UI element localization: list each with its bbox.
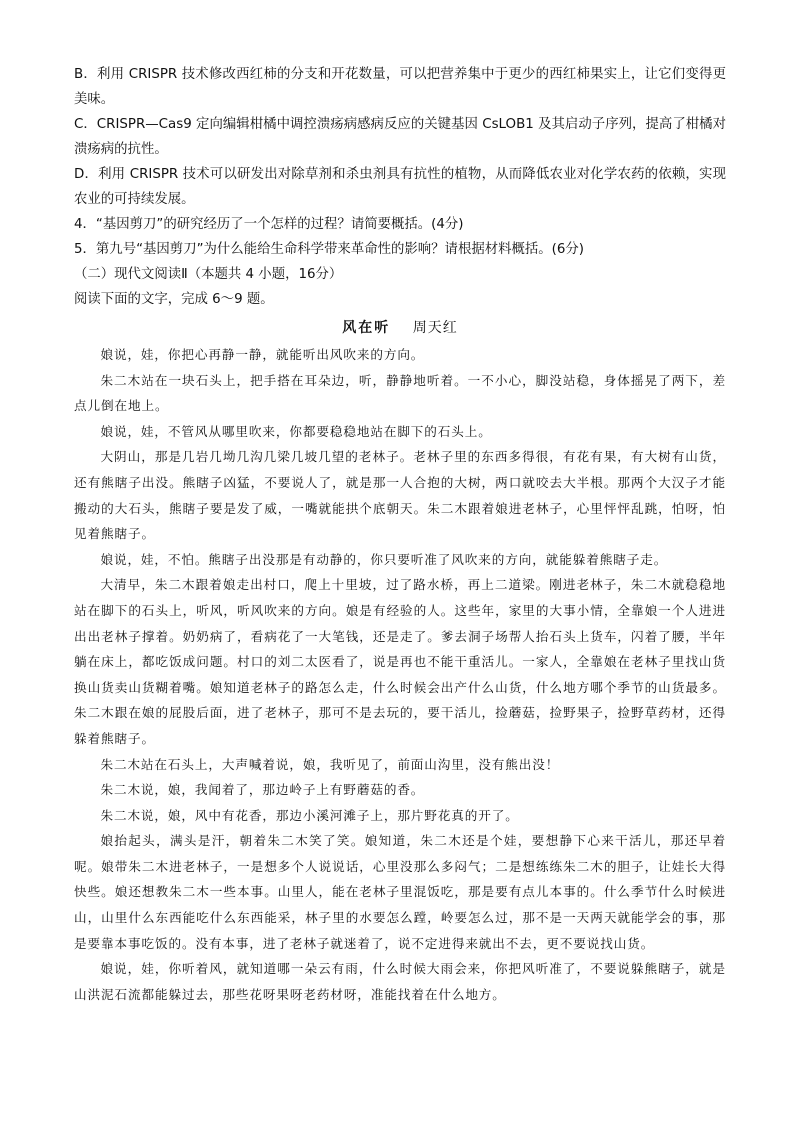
- article-paragraph: 大阴山，那是几岩几坳几沟几梁几坡几望的老林子。老林子里的东西多得很，有花有果，有大树有山货，还有熊瞎子出没。熊瞎子凶猛，不要说人了，就是那一人合抱的大树，两口就咬去大半根。那两个大汉子才能搬动的大石头，熊瞎子要是发了威，一嘴就能拱个底朝天。朱二木跟着娘进老林子，心里怦怦乱跳，怕呀，怕见着熊瞎子。: [74, 449, 726, 542]
- article-paragraph: 朱二木说，娘，风中有花香，那边小溪河滩子上，那片野花真的开了。: [100, 807, 519, 823]
- document-page: [74, 62, 726, 1007]
- article-paragraph: 朱二木站在石头上，大声喊着说，娘，我听见了，前面山沟里，没有熊出没！: [100, 756, 560, 772]
- article-paragraph: 朱二木说，娘，我闻着了，那边岭子上有野蘑菇的香。: [100, 782, 425, 798]
- article-paragraph: 娘抬起头，满头是汗，朝着朱二木笑了笑。娘知道，朱二木还是个娃，要想静下心来干活儿，那还早着呢。娘带朱二木进老林子，一是想多个人说说话，心里没那么多闷气；二是想练练朱二木的胆子，让娃长大得快些。娘还想教朱二木一些本事。山里人，能在老林子里混饭吃，那是要有点儿本事的。什么季节什么时候进山，山里什么东西能吃什么东西能采，林子里的水要怎么蹚，岭要怎么过，那不是一天两天就能学会的事，那是要靠本事吃饭的。没有本事，进了老林子就迷着了，说不定进得来就出不去，更不要说找山货。: [74, 833, 726, 951]
- question-5: 5．第九号“基因剪刀”为什么能给生命科学带来革命性的影响？请根据材料概括。(6分): [74, 242, 585, 257]
- question-option-b: B．利用 CRISPR 技术修改西红柿的分支和开花数量，可以把营养集中于更少的西红柿果实上，让它们变得更美味。: [74, 67, 726, 107]
- question-4: 4．“基因剪刀”的研究经历了一个怎样的过程？请简要概括。(4分): [74, 217, 464, 232]
- article-header: [74, 314, 726, 342]
- question-option-c: C．CRISPR—Cas9 定向编辑柑橘中调控溃疡病感病反应的关键基因 CsLOB1 及其启动子序列，提高了柑橘对溃疡病的抗性。: [74, 117, 726, 157]
- article-paragraph: 娘说，娃，你听着风，就知道哪一朵云有雨，什么时候大雨会来，你把风听准了，不要说躲熊瞎子，就是山洪泥石流都能躲过去，那些花呀果呀老药材呀，准能找着在什么地方。: [74, 961, 726, 1002]
- article-paragraph: 娘说，娃，不管风从哪里吹来，你都要稳稳地站在脚下的石头上。: [100, 423, 492, 439]
- article-paragraph: 朱二木站在一块石头上，把手搭在耳朵边，听，静静地听着。一不小心，脚没站稳，身体摇晃了两下，差点儿倒在地上。: [74, 372, 726, 414]
- article-paragraph: 大清早，朱二木跟着娘走出村口，爬上十里坡，过了路水桥，再上二道梁。刚进老林子，朱二木就稳稳地站在脚下的石头上，听风，听风吹来的方向。娘是有经验的人。这些年，家里的大事小情，全靠娘一个人进进出出老林子撑着。奶奶病了，看病花了一大笔钱，还是走了。爹去洞子场帮人抬石头上货车，闪着了腰，半年躺在床上，都吃饭成问题。村口的刘二太医看了，说是再也不能干重活儿。一家人，全靠娘在老林子里找山货换山货卖山货糊着嘴。娘知道老林子的路怎么走，什么时候会出产什么山货，什么地方哪个季节的山货最多。朱二木跟在娘的屁股后面，进了老林子，那可不是去玩的，要干活儿，捡蘑菇，捡野果子，捡野草药材，还得躲着熊瞎子。: [74, 577, 726, 746]
- article-author: 周天红: [412, 320, 458, 336]
- article-paragraph: 娘说，娃，你把心再静一静，就能听出风吹来的方向。: [100, 347, 425, 362]
- article-title: 风在听: [342, 320, 391, 336]
- article-paragraph: 娘说，娃，不怕。熊瞎子出没那是有动静的，你只要听准了风吹来的方向，就能躲着熊瞎子走。: [100, 551, 668, 567]
- question-option-d: D．利用 CRISPR 技术可以研发出对除草剂和杀虫剂具有抗性的植物，从而降低农业对化学农药的依赖，实现农业的可持续发展。: [74, 167, 726, 207]
- reading-instruction: 阅读下面的文字，完成 6～9 题。: [74, 292, 274, 307]
- section-heading: （二）现代文阅读Ⅱ（本题共 4 小题，16分）: [74, 267, 343, 282]
